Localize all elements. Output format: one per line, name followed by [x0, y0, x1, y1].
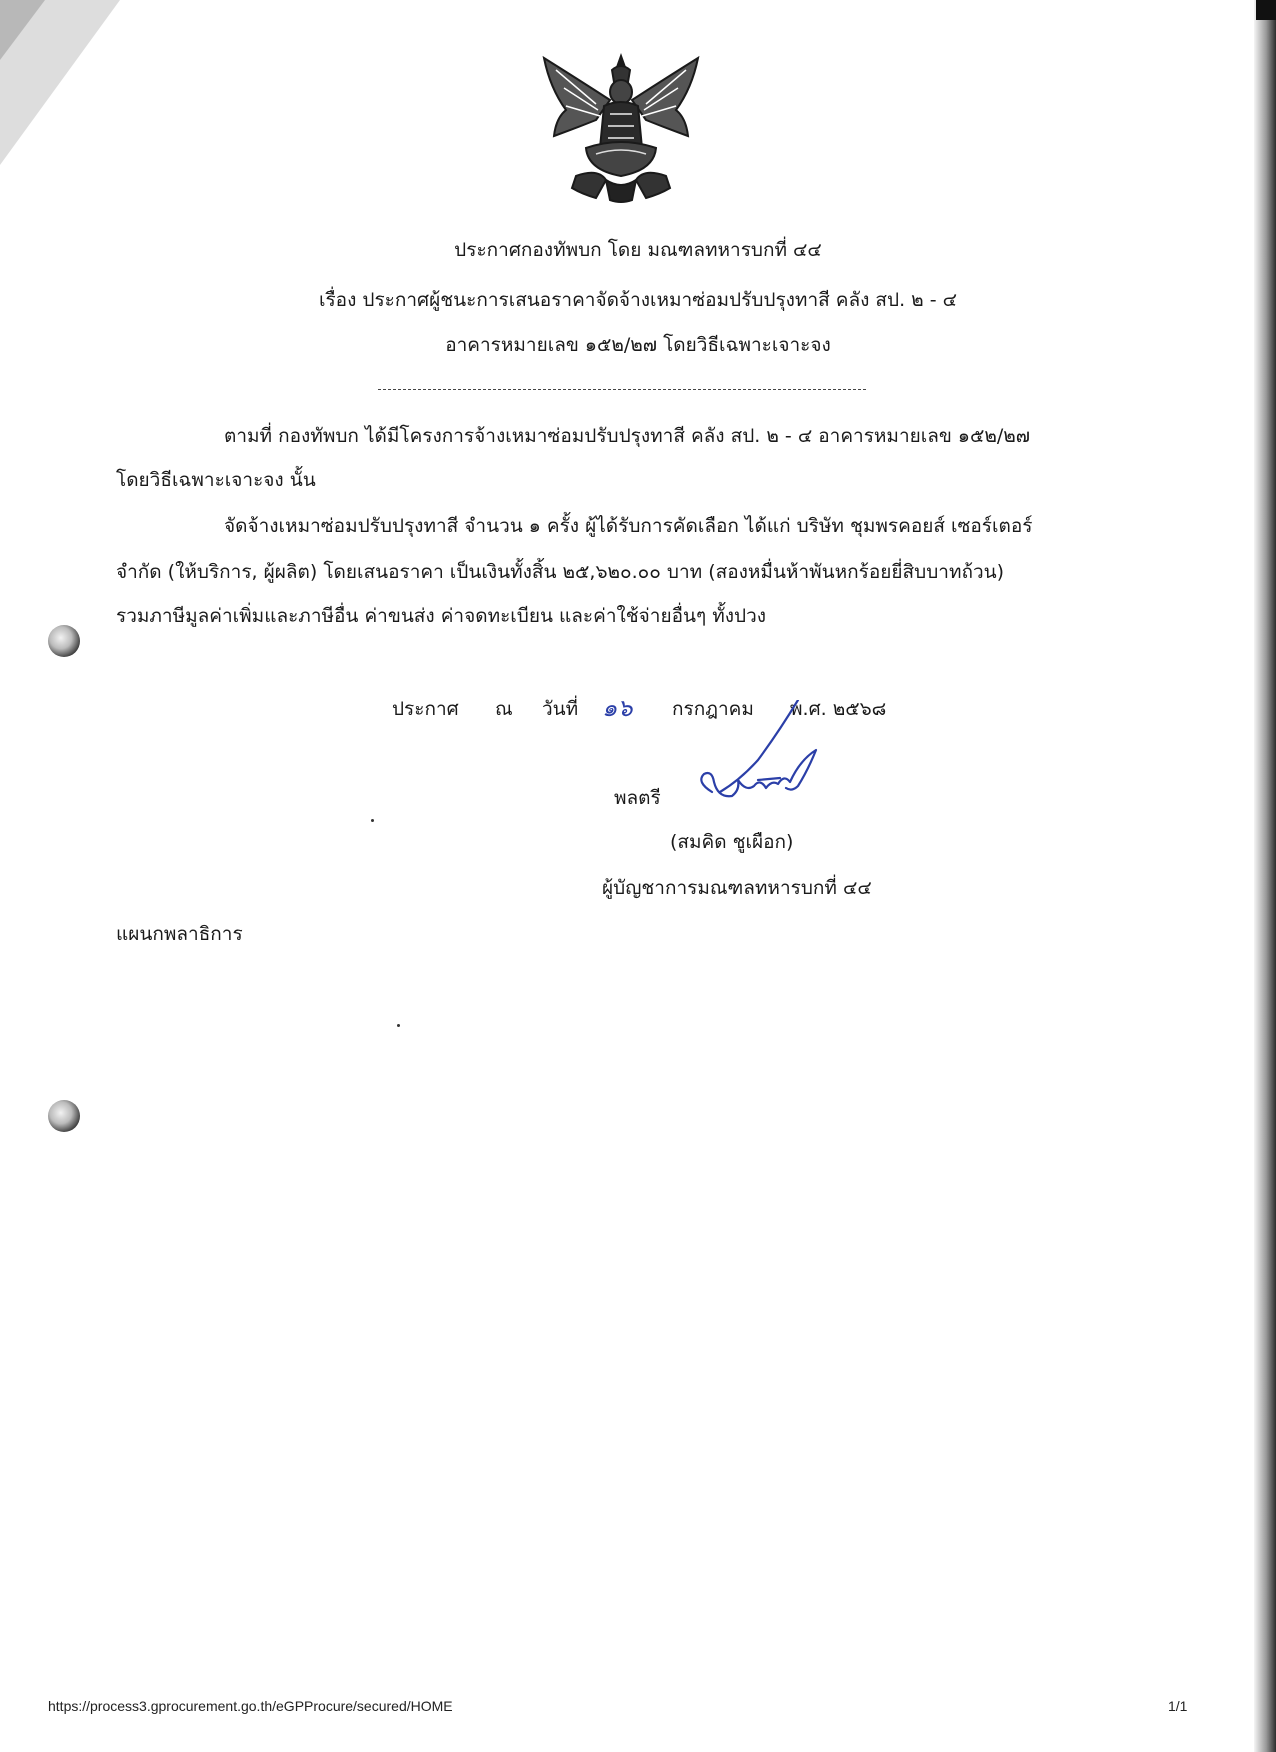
announcement-subject-continued: อาคารหมายเลข ๑๕๒/๒๗ โดยวิธีเฉพาะเจาะจง: [445, 334, 831, 356]
header-separator: [378, 389, 866, 390]
announcement-subject: เรื่อง ประกาศผู้ชนะการเสนอราคาจัดจ้างเหมาซ่อมปรับปรุงทาสี คลัง สป. ๒ - ๔: [318, 289, 957, 311]
scan-right-edge: [1254, 0, 1276, 1752]
signatory-name: (สมคิด ชูเผือก): [670, 831, 794, 853]
department-label: แผนกพลาธิการ: [116, 923, 243, 945]
announcement-issuer: ประกาศกองทัพบก โดย มณฑลทหารบกที่ ๔๔: [454, 239, 822, 261]
paragraph-2-line-1: จัดจ้างเหมาซ่อมปรับปรุงทาสี จำนวน ๑ ครั้ง ผู้ได้รับการคัดเลือก ได้แก่ บริษัท ชุมพรคอยส์ เซอร์เตอร์: [224, 515, 1033, 537]
signature-mark: [680, 700, 840, 820]
signatory-position: ผู้บัญชาการมณฑลทหารบกที่ ๔๔: [602, 877, 872, 899]
footer-source-url: https://process3.gprocurement.go.th/eGPProcure/secured/HOME: [48, 1698, 453, 1714]
date-day-handwritten: ๑๖: [602, 694, 633, 722]
date-month: กรกฎาคม: [672, 698, 754, 720]
scan-corner-mark: [1256, 0, 1276, 20]
scan-speck: [371, 819, 374, 822]
punch-hole-top: [48, 625, 80, 657]
paragraph-2-line-3: รวมภาษีมูลค่าเพิ่มและภาษีอื่น ค่าขนส่ง ค่าจดทะเบียน และค่าใช้จ่ายอื่นๆ ทั้งปวง: [116, 605, 767, 627]
date-label-day: วันที่: [542, 698, 579, 720]
corner-fold-dark: [0, 0, 45, 60]
signatory-rank: พลตรี: [614, 787, 661, 809]
date-label-at: ณ: [495, 698, 513, 720]
paragraph-2-line-2: จำกัด (ให้บริการ, ผู้ผลิต) โดยเสนอราคา เป็นเงินทั้งสิ้น ๒๕,๖๒๐.๐๐ บาท (สองหมื่นห้าพันหกร้อยยี่สิบบาทถ้วน): [116, 561, 1005, 583]
scan-speck: [397, 1024, 400, 1027]
date-year: พ.ศ. ๒๕๖๘: [790, 698, 887, 720]
paragraph-1-line-1: ตามที่ กองทัพบก ได้มีโครงการจ้างเหมาซ่อมปรับปรุงทาสี คลัง สป. ๒ - ๔ อาคารหมายเลข ๑๕๒/๒๗: [224, 425, 1031, 447]
paragraph-1-line-2: โดยวิธีเฉพาะเจาะจง นั้น: [116, 469, 316, 491]
garuda-emblem-icon: [536, 48, 706, 208]
date-label-announce: ประกาศ: [392, 698, 459, 720]
punch-hole-bottom: [48, 1100, 80, 1132]
footer-page-indicator: 1/1: [1168, 1698, 1188, 1714]
